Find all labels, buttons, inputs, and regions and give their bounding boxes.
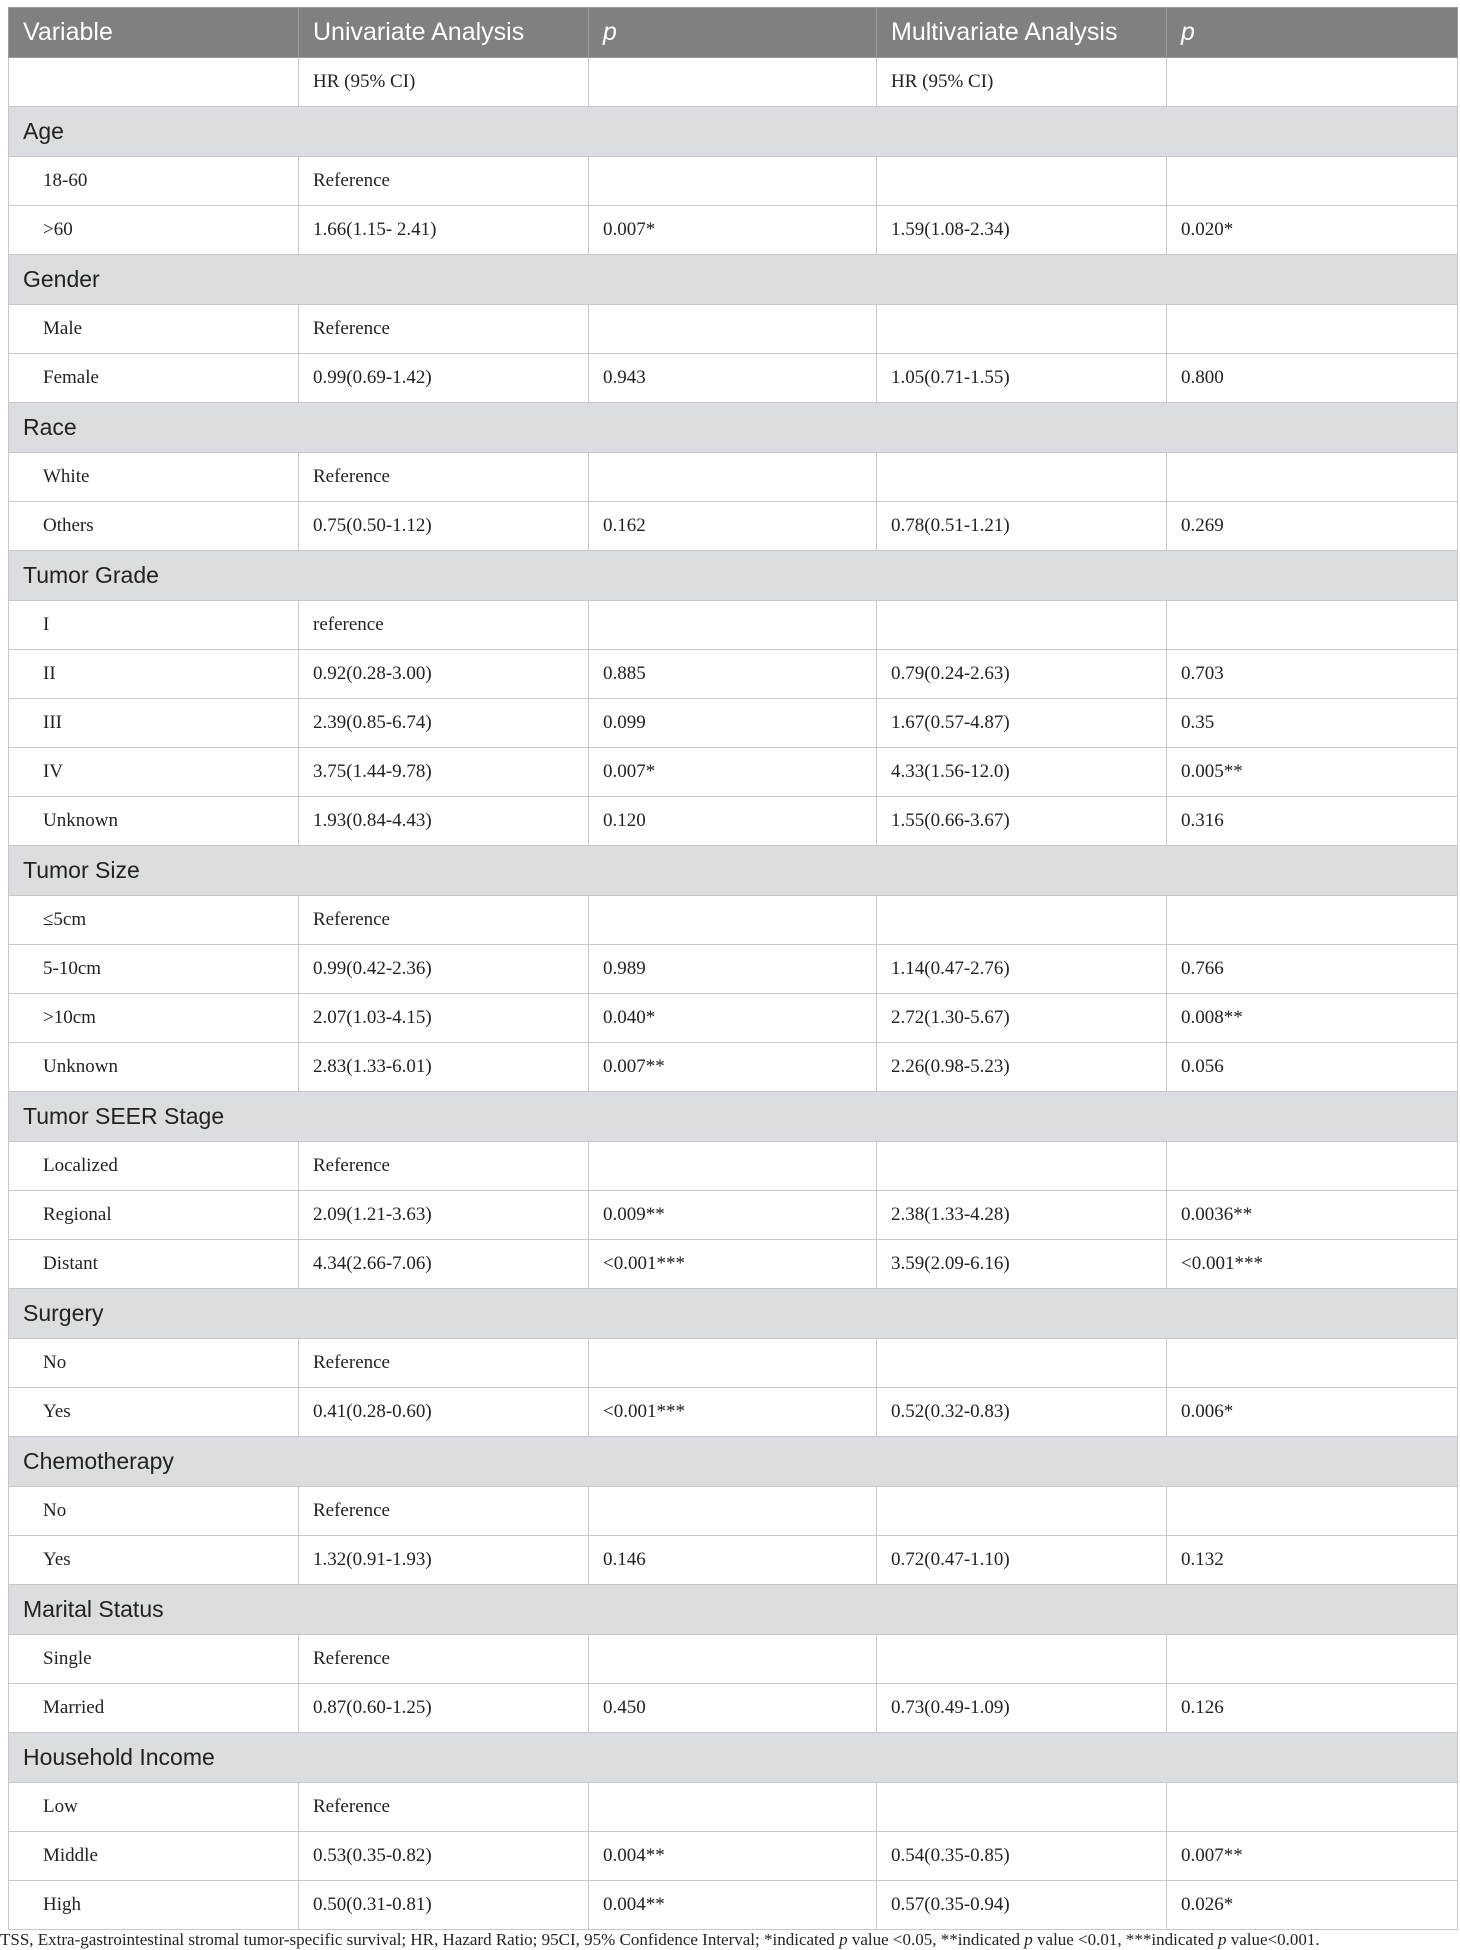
group-row xyxy=(9,255,1458,305)
row-level: No xyxy=(9,1487,299,1536)
table-row xyxy=(9,502,1458,551)
row-multivariate-p: 0.800 xyxy=(1167,354,1458,403)
row-univariate-hr: 0.53(0.35-0.82) xyxy=(299,1832,589,1881)
row-multivariate-hr xyxy=(877,453,1167,502)
group-row xyxy=(9,1585,1458,1635)
row-multivariate-hr: 0.52(0.32-0.83) xyxy=(877,1388,1167,1437)
row-multivariate-p xyxy=(1167,157,1458,206)
row-univariate-p xyxy=(589,453,877,502)
row-univariate-p xyxy=(589,1339,877,1388)
row-univariate-p: 0.943 xyxy=(589,354,877,403)
row-multivariate-p xyxy=(1167,305,1458,354)
row-univariate-hr: Reference xyxy=(299,305,589,354)
row-multivariate-p: 0.35 xyxy=(1167,699,1458,748)
row-multivariate-p: 0.126 xyxy=(1167,1684,1458,1733)
table-row xyxy=(9,1043,1458,1092)
table-row xyxy=(9,1339,1458,1388)
row-multivariate-p: <0.001*** xyxy=(1167,1240,1458,1289)
row-multivariate-hr: 0.72(0.47-1.10) xyxy=(877,1536,1167,1585)
row-univariate-p: 0.004** xyxy=(589,1832,877,1881)
group-label: Tumor Size xyxy=(9,846,1458,896)
cox-regression-table xyxy=(8,7,1458,1930)
row-multivariate-hr xyxy=(877,1339,1167,1388)
subheader-multivariate-hr: HR (95% CI) xyxy=(877,58,1167,107)
group-label: Marital Status xyxy=(9,1585,1458,1635)
row-univariate-hr: 0.75(0.50-1.12) xyxy=(299,502,589,551)
group-label: Tumor Grade xyxy=(9,551,1458,601)
row-multivariate-hr xyxy=(877,601,1167,650)
row-multivariate-p: 0.006* xyxy=(1167,1388,1458,1437)
row-multivariate-p: 0.269 xyxy=(1167,502,1458,551)
subheader-empty xyxy=(9,58,299,107)
row-multivariate-hr: 0.78(0.51-1.21) xyxy=(877,502,1167,551)
table-footnote xyxy=(0,1930,1460,1950)
row-univariate-hr: 2.83(1.33-6.01) xyxy=(299,1043,589,1092)
row-level: II xyxy=(9,650,299,699)
subheader-empty xyxy=(589,58,877,107)
table-row xyxy=(9,1191,1458,1240)
row-multivariate-p xyxy=(1167,601,1458,650)
row-univariate-p xyxy=(589,157,877,206)
row-multivariate-p: 0.020* xyxy=(1167,206,1458,255)
row-univariate-p xyxy=(589,1142,877,1191)
row-multivariate-hr xyxy=(877,305,1167,354)
row-multivariate-p: 0.008** xyxy=(1167,994,1458,1043)
row-multivariate-hr: 1.14(0.47-2.76) xyxy=(877,945,1167,994)
row-multivariate-p: 0.703 xyxy=(1167,650,1458,699)
row-multivariate-p: 0.005** xyxy=(1167,748,1458,797)
row-multivariate-p: 0.056 xyxy=(1167,1043,1458,1092)
row-univariate-p xyxy=(589,1783,877,1832)
row-univariate-p: <0.001*** xyxy=(589,1388,877,1437)
row-multivariate-hr: 0.73(0.49-1.09) xyxy=(877,1684,1167,1733)
row-multivariate-hr xyxy=(877,157,1167,206)
header-multivariate: Multivariate Analysis xyxy=(877,8,1167,58)
table-row xyxy=(9,157,1458,206)
row-univariate-hr: 0.50(0.31-0.81) xyxy=(299,1881,589,1930)
row-multivariate-hr: 3.59(2.09-6.16) xyxy=(877,1240,1167,1289)
table-row xyxy=(9,601,1458,650)
header-univariate: Univariate Analysis xyxy=(299,8,589,58)
row-level: III xyxy=(9,699,299,748)
header-variable: Variable xyxy=(9,8,299,58)
row-multivariate-p: 0.132 xyxy=(1167,1536,1458,1585)
row-multivariate-hr xyxy=(877,1635,1167,1684)
subheader-row xyxy=(9,58,1458,107)
table-container xyxy=(8,7,1457,1930)
row-univariate-hr: 0.41(0.28-0.60) xyxy=(299,1388,589,1437)
row-level: Female xyxy=(9,354,299,403)
row-univariate-p xyxy=(589,305,877,354)
table-row xyxy=(9,994,1458,1043)
footnote-text: value<0.001. xyxy=(1226,1930,1320,1949)
row-univariate-p: 0.040* xyxy=(589,994,877,1043)
row-level: Married xyxy=(9,1684,299,1733)
row-multivariate-p: 0.026* xyxy=(1167,1881,1458,1930)
row-multivariate-hr xyxy=(877,1783,1167,1832)
row-univariate-hr: 2.39(0.85-6.74) xyxy=(299,699,589,748)
row-univariate-p xyxy=(589,601,877,650)
row-level: Middle xyxy=(9,1832,299,1881)
row-multivariate-hr: 1.67(0.57-4.87) xyxy=(877,699,1167,748)
row-univariate-p: 0.120 xyxy=(589,797,877,846)
row-univariate-hr: 2.07(1.03-4.15) xyxy=(299,994,589,1043)
table-row xyxy=(9,1881,1458,1930)
table-row xyxy=(9,1635,1458,1684)
group-label: Surgery xyxy=(9,1289,1458,1339)
table-row xyxy=(9,650,1458,699)
row-multivariate-hr: 1.59(1.08-2.34) xyxy=(877,206,1167,255)
row-level: Unknown xyxy=(9,797,299,846)
row-univariate-p: 0.146 xyxy=(589,1536,877,1585)
group-row xyxy=(9,1437,1458,1487)
row-multivariate-hr: 0.57(0.35-0.94) xyxy=(877,1881,1167,1930)
table-row xyxy=(9,1388,1458,1437)
table-row xyxy=(9,1536,1458,1585)
footnote-text: value <0.05, **indicated xyxy=(847,1930,1025,1949)
row-univariate-p: 0.007** xyxy=(589,1043,877,1092)
group-label: Gender xyxy=(9,255,1458,305)
table-row xyxy=(9,453,1458,502)
row-univariate-p: 0.989 xyxy=(589,945,877,994)
row-univariate-hr: Reference xyxy=(299,1783,589,1832)
group-row xyxy=(9,551,1458,601)
row-univariate-hr: Reference xyxy=(299,1142,589,1191)
row-level: 5-10cm xyxy=(9,945,299,994)
row-univariate-hr: Reference xyxy=(299,896,589,945)
row-multivariate-p xyxy=(1167,1142,1458,1191)
row-multivariate-hr: 4.33(1.56-12.0) xyxy=(877,748,1167,797)
group-label: Race xyxy=(9,403,1458,453)
row-univariate-p: 0.007* xyxy=(589,206,877,255)
row-multivariate-hr xyxy=(877,1142,1167,1191)
row-univariate-hr: 1.93(0.84-4.43) xyxy=(299,797,589,846)
table-row xyxy=(9,305,1458,354)
row-univariate-p: <0.001*** xyxy=(589,1240,877,1289)
row-univariate-hr: 4.34(2.66-7.06) xyxy=(299,1240,589,1289)
row-univariate-hr: 1.66(1.15- 2.41) xyxy=(299,206,589,255)
table-row xyxy=(9,1487,1458,1536)
row-level: Single xyxy=(9,1635,299,1684)
row-univariate-p: 0.885 xyxy=(589,650,877,699)
group-label: Household Income xyxy=(9,1733,1458,1783)
row-level: Low xyxy=(9,1783,299,1832)
row-univariate-hr: reference xyxy=(299,601,589,650)
row-univariate-p xyxy=(589,1487,877,1536)
table-row xyxy=(9,945,1458,994)
row-univariate-hr: Reference xyxy=(299,1487,589,1536)
row-univariate-hr: Reference xyxy=(299,1635,589,1684)
row-univariate-hr: 2.09(1.21-3.63) xyxy=(299,1191,589,1240)
row-multivariate-p xyxy=(1167,1635,1458,1684)
row-univariate-hr: 1.32(0.91-1.93) xyxy=(299,1536,589,1585)
row-level: >10cm xyxy=(9,994,299,1043)
footnote-p: p xyxy=(1218,1930,1227,1949)
row-multivariate-p: 0.0036** xyxy=(1167,1191,1458,1240)
row-univariate-p: 0.009** xyxy=(589,1191,877,1240)
row-univariate-hr: Reference xyxy=(299,1339,589,1388)
row-multivariate-p: 0.766 xyxy=(1167,945,1458,994)
row-level: ≤5cm xyxy=(9,896,299,945)
group-row xyxy=(9,403,1458,453)
row-multivariate-hr: 1.55(0.66-3.67) xyxy=(877,797,1167,846)
row-level: High xyxy=(9,1881,299,1930)
row-level: 18-60 xyxy=(9,157,299,206)
table-row xyxy=(9,797,1458,846)
header-row xyxy=(9,8,1458,58)
row-level: White xyxy=(9,453,299,502)
row-level: Distant xyxy=(9,1240,299,1289)
row-multivariate-hr: 2.26(0.98-5.23) xyxy=(877,1043,1167,1092)
row-level: >60 xyxy=(9,206,299,255)
row-level: Yes xyxy=(9,1536,299,1585)
footnote-text: value <0.01, ***indicated xyxy=(1032,1930,1218,1949)
row-univariate-hr: 0.92(0.28-3.00) xyxy=(299,650,589,699)
table-row xyxy=(9,1240,1458,1289)
group-row xyxy=(9,107,1458,157)
row-level: IV xyxy=(9,748,299,797)
row-univariate-hr: 0.99(0.42-2.36) xyxy=(299,945,589,994)
group-row xyxy=(9,1289,1458,1339)
group-row xyxy=(9,1733,1458,1783)
row-univariate-hr: Reference xyxy=(299,157,589,206)
row-univariate-hr: 3.75(1.44-9.78) xyxy=(299,748,589,797)
row-level: I xyxy=(9,601,299,650)
row-multivariate-p: 0.007** xyxy=(1167,1832,1458,1881)
row-univariate-hr: 0.87(0.60-1.25) xyxy=(299,1684,589,1733)
row-univariate-p: 0.162 xyxy=(589,502,877,551)
table-row xyxy=(9,354,1458,403)
row-univariate-p: 0.450 xyxy=(589,1684,877,1733)
group-label: Age xyxy=(9,107,1458,157)
row-level: No xyxy=(9,1339,299,1388)
header-multivariate-p: p xyxy=(1167,8,1458,58)
table-row xyxy=(9,699,1458,748)
row-multivariate-hr: 0.79(0.24-2.63) xyxy=(877,650,1167,699)
table-row xyxy=(9,1832,1458,1881)
row-level: Regional xyxy=(9,1191,299,1240)
row-multivariate-p: 0.316 xyxy=(1167,797,1458,846)
row-univariate-hr: 0.99(0.69-1.42) xyxy=(299,354,589,403)
row-multivariate-p xyxy=(1167,1339,1458,1388)
row-multivariate-p xyxy=(1167,453,1458,502)
row-multivariate-p xyxy=(1167,1783,1458,1832)
group-label: Chemotherapy xyxy=(9,1437,1458,1487)
row-level: Male xyxy=(9,305,299,354)
group-row xyxy=(9,846,1458,896)
table-row xyxy=(9,1783,1458,1832)
row-univariate-p: 0.004** xyxy=(589,1881,877,1930)
row-level: Others xyxy=(9,502,299,551)
table-header xyxy=(9,8,1458,58)
footnote-p: p xyxy=(1024,1930,1033,1949)
row-multivariate-hr: 1.05(0.71-1.55) xyxy=(877,354,1167,403)
row-univariate-p xyxy=(589,1635,877,1684)
footnote-p: p xyxy=(839,1930,848,1949)
subheader-empty xyxy=(1167,58,1458,107)
row-univariate-hr: Reference xyxy=(299,453,589,502)
row-multivariate-hr: 0.54(0.35-0.85) xyxy=(877,1832,1167,1881)
row-univariate-p xyxy=(589,896,877,945)
table-row xyxy=(9,1684,1458,1733)
table-body xyxy=(9,58,1458,1930)
row-multivariate-hr: 2.38(1.33-4.28) xyxy=(877,1191,1167,1240)
row-multivariate-hr xyxy=(877,896,1167,945)
table-row xyxy=(9,206,1458,255)
table-row xyxy=(9,748,1458,797)
row-level: Unknown xyxy=(9,1043,299,1092)
row-univariate-p: 0.007* xyxy=(589,748,877,797)
subheader-univariate-hr: HR (95% CI) xyxy=(299,58,589,107)
footnote-text: TSS, Extra-gastrointestinal stromal tumor-specific survival; HR, Hazard Ratio; 95CI, 95% Confidence Interval; *indicated xyxy=(0,1930,840,1949)
row-multivariate-p xyxy=(1167,896,1458,945)
row-multivariate-hr xyxy=(877,1487,1167,1536)
group-label: Tumor SEER Stage xyxy=(9,1092,1458,1142)
group-row xyxy=(9,1092,1458,1142)
row-multivariate-hr: 2.72(1.30-5.67) xyxy=(877,994,1167,1043)
table-row xyxy=(9,1142,1458,1191)
table-row xyxy=(9,896,1458,945)
row-level: Localized xyxy=(9,1142,299,1191)
row-multivariate-p xyxy=(1167,1487,1458,1536)
row-univariate-p: 0.099 xyxy=(589,699,877,748)
header-univariate-p: p xyxy=(589,8,877,58)
row-level: Yes xyxy=(9,1388,299,1437)
